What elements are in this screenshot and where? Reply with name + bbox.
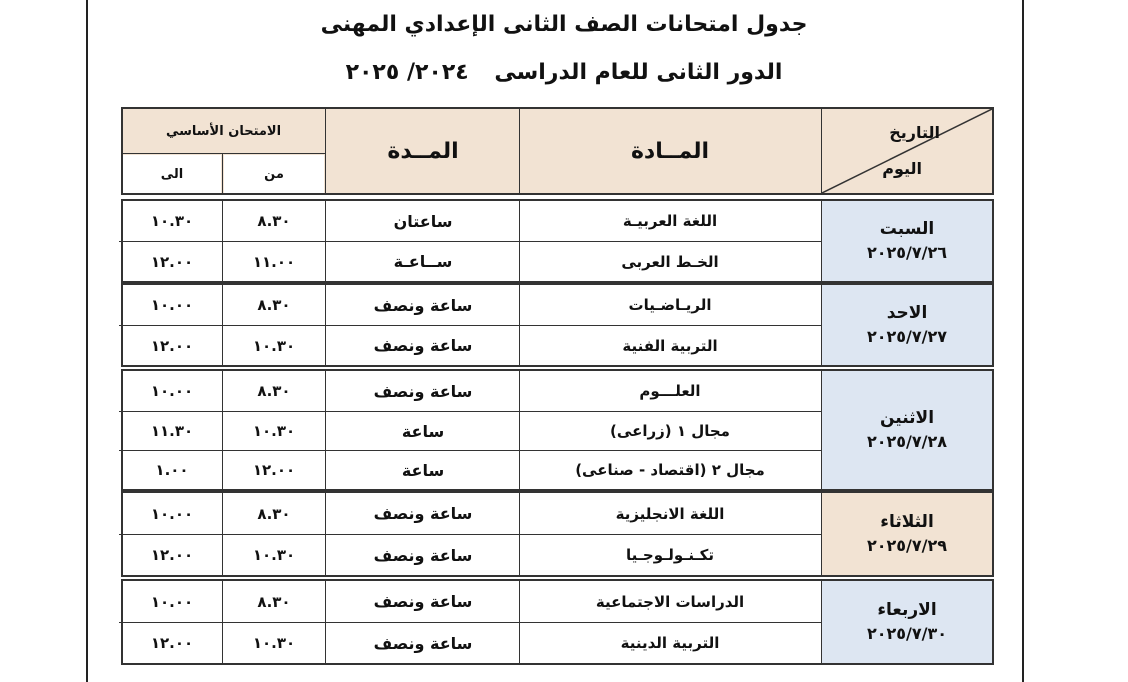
duration-cell: ساعة ونصف xyxy=(373,295,473,315)
to-time-cell: ١٠.٣٠ xyxy=(150,212,194,230)
duration-cell: ساعة ونصف xyxy=(373,545,473,565)
duration-cell: ساعة xyxy=(401,460,445,480)
day-group-sunday xyxy=(121,283,994,367)
day-name: الاحد xyxy=(886,303,928,323)
day-name: الاربعاء xyxy=(877,600,937,620)
day-label: اليوم xyxy=(882,159,922,178)
to-time-cell: ١.٠٠ xyxy=(155,461,189,479)
day-group-wednesday xyxy=(121,579,994,665)
to-time-cell: ١٢.٠٠ xyxy=(150,634,194,652)
day-cell xyxy=(822,493,992,575)
from-time-cell: ١٠.٣٠ xyxy=(252,634,296,652)
duration-cell: ساعتان xyxy=(393,211,453,231)
from-header: من xyxy=(224,155,324,193)
subject-cell: مجال ١ (زراعى) xyxy=(610,422,730,440)
subject-cell: الدراسات الاجتماعية xyxy=(595,592,745,611)
to-time-cell: ١٢.٠٠ xyxy=(150,546,194,564)
day-cell xyxy=(822,581,992,663)
date-label: التاريخ xyxy=(889,123,940,142)
duration-cell: ساعة ونصف xyxy=(373,592,473,611)
to-time-cell: ١٠.٠٠ xyxy=(150,592,194,611)
day-date: ٢٠٢٥/٧/٢٩ xyxy=(866,536,948,555)
from-time-cell: ٨.٣٠ xyxy=(257,296,291,314)
subject-cell: التربية الدينية xyxy=(620,634,720,652)
subject-cell: الخـط العربى xyxy=(621,252,719,271)
duration-cell: ساعة xyxy=(401,421,445,441)
subject-cell: الريـاضـيات xyxy=(628,296,712,314)
from-time-cell: ٨.٣٠ xyxy=(257,212,291,230)
day-date: ٢٠٢٥/٧/٣٠ xyxy=(866,624,948,643)
from-time-cell: ١٠.٣٠ xyxy=(252,546,296,564)
from-time-cell: ١٠.٣٠ xyxy=(252,422,296,440)
day-group-tuesday xyxy=(121,491,994,577)
subject-cell: التربية الفنية xyxy=(622,336,718,355)
to-time-cell: ١٢.٠٠ xyxy=(150,252,194,271)
document-title: جدول امتحانات الصف الثانى الإعدادي المهنى xyxy=(320,12,808,37)
subject-cell: العلـــوم xyxy=(639,382,701,400)
from-time-cell: ٨.٣٠ xyxy=(257,382,291,400)
subtitle-text: الدور الثانى للعام الدراسى xyxy=(494,60,783,85)
subject-cell: اللغة الانجليزية xyxy=(615,504,725,523)
day-date: ٢٠٢٥/٧/٢٨ xyxy=(866,432,948,451)
date-day-header xyxy=(822,109,992,193)
subject-cell: تكـنـولـوجـيا xyxy=(626,546,714,564)
basic-exam-header: الامتحان الأساسي xyxy=(165,123,282,139)
day-date: ٢٠٢٥/٧/٢٦ xyxy=(866,243,948,262)
from-time-cell: ١٢.٠٠ xyxy=(252,461,296,479)
from-time-cell: ١١.٠٠ xyxy=(252,252,296,271)
from-time-cell: ٨.٣٠ xyxy=(257,592,291,611)
duration-cell: ســاعـة xyxy=(393,252,453,271)
duration-header: المــدة xyxy=(387,138,459,164)
to-time-cell: ١٠.٠٠ xyxy=(150,504,194,523)
day-date: ٢٠٢٥/٧/٢٧ xyxy=(866,327,948,346)
duration-cell: ساعة ونصف xyxy=(373,381,473,401)
to-time-cell: ١٠.٠٠ xyxy=(150,382,194,400)
diagonal-divider xyxy=(822,109,992,193)
page-border-left xyxy=(86,0,88,682)
day-group-saturday xyxy=(121,199,994,283)
to-time-cell: ١١.٣٠ xyxy=(150,422,194,440)
duration-cell: ساعة ونصف xyxy=(373,633,473,653)
to-time-cell: ١٠.٠٠ xyxy=(150,296,194,314)
document-subtitle xyxy=(0,60,1128,85)
subject-cell: اللغة العربيـة xyxy=(622,212,718,230)
to-header: الى xyxy=(123,155,221,193)
table-header xyxy=(121,107,994,195)
duration-cell: ساعة ونصف xyxy=(373,336,473,355)
subject-cell: مجال ٢ (اقتصاد - صناعى) xyxy=(575,461,765,479)
day-group-monday xyxy=(121,369,994,491)
day-name: الثلاثاء xyxy=(880,512,934,532)
day-name: الاثنين xyxy=(879,408,935,428)
exam-schedule-table xyxy=(121,107,994,668)
to-time-cell: ١٢.٠٠ xyxy=(150,336,194,355)
page-border-right xyxy=(1022,0,1024,682)
duration-cell: ساعة ونصف xyxy=(373,504,473,523)
from-time-cell: ١٠.٣٠ xyxy=(252,336,296,355)
day-cell xyxy=(822,285,992,365)
academic-year: ٢٠٢٤/ ٢٠٢٥ xyxy=(345,60,469,85)
from-time-cell: ٨.٣٠ xyxy=(257,504,291,523)
day-name: السبت xyxy=(879,219,935,239)
day-cell xyxy=(822,201,992,281)
subject-header: المــادة xyxy=(630,138,710,164)
day-cell xyxy=(822,371,992,489)
